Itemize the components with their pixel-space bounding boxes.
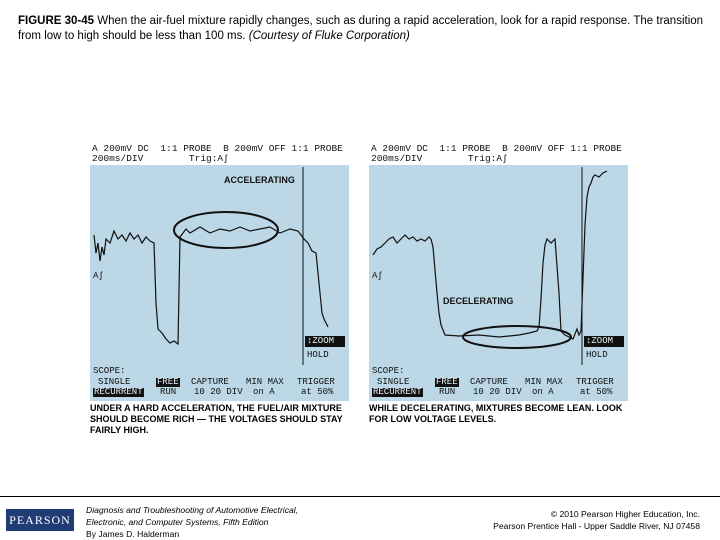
scope-screen-decelerating (369, 143, 628, 401)
run-softkey[interactable]: RUN (439, 387, 456, 397)
book-title-line2: Electronic, and Computer Systems, Fifth Edition (86, 517, 269, 527)
annotation-label: ACCELERATING (224, 175, 295, 185)
book-citation (86, 504, 298, 540)
scope-screen-accelerating (90, 143, 349, 401)
free-softkey[interactable]: FREE (436, 377, 458, 387)
scope-softkey-bar (369, 365, 628, 401)
footer-divider (0, 496, 720, 497)
min-max-softkey[interactable]: MIN MAX (246, 377, 284, 387)
scope-softkey-bar (90, 365, 349, 401)
scope-mode-label: SCOPE: (93, 366, 126, 376)
single-softkey[interactable]: SINGLE (377, 377, 410, 387)
accelerating-description: UNDER A HARD ACCELERATION, THE FUEL/AIR MIXTURE SHOULD BECOME RICH — THE VOLTAGES SHOULD STAY FAIRLY HIGH. (90, 403, 343, 435)
scope-mode-label: SCOPE: (372, 366, 405, 376)
recurrent-softkey[interactable]: RECURRENT (373, 387, 422, 397)
book-author: By James D. Halderman (86, 529, 180, 539)
zoom-button[interactable]: ↕ZOOM (584, 336, 624, 347)
hold-button[interactable]: HOLD (584, 350, 624, 361)
scope-header-line2: 200ms/DIV Trig:Aʃ (92, 153, 229, 164)
zoom-button[interactable]: ↕ZOOM (305, 336, 345, 347)
trigger-value: at 50% (580, 387, 613, 397)
capture-softkey[interactable]: CAPTURE (191, 377, 229, 387)
scope-header-line2: 200ms/DIV Trig:Aʃ (371, 153, 508, 164)
waveform-trace (369, 143, 628, 401)
trigger-value: at 50% (301, 387, 334, 397)
free-softkey[interactable]: FREE (157, 377, 179, 387)
copyright-notice (493, 508, 700, 532)
min-max-softkey[interactable]: MIN MAX (525, 377, 563, 387)
figure-caption (18, 14, 708, 44)
recurrent-softkey[interactable]: RECURRENT (94, 387, 143, 397)
run-softkey[interactable]: RUN (160, 387, 177, 397)
waveform-trace (90, 143, 349, 401)
scope-header-line1: A 200mV DC 1:1 PROBE B 200mV OFF 1:1 PROBE (92, 143, 343, 154)
copyright-line1: © 2010 Pearson Higher Education, Inc. (550, 509, 700, 519)
trigger-softkey[interactable]: TRIGGER (576, 377, 614, 387)
trigger-softkey[interactable]: TRIGGER (297, 377, 335, 387)
caption-credit: (Courtesy of Fluke Corporation) (248, 30, 410, 42)
caption-text: When the air-fuel mixture rapidly changes, such as during a rapid acceleration, look for a rapid response. The transition from low to high should be less than 100 ms. (18, 15, 704, 42)
figure-number: FIGURE 30-45 (18, 15, 95, 27)
single-softkey[interactable]: SINGLE (98, 377, 131, 387)
annotation-label: DECELERATING (443, 296, 514, 306)
channel-a-marker: Aʃ (93, 271, 104, 281)
hold-button[interactable]: HOLD (305, 350, 345, 361)
decelerating-description: WHILE DECELERATING, MIXTURES BECOME LEAN. LOOK FOR LOW VOLTAGE LEVELS. (369, 403, 623, 424)
min-max-value: on A (532, 387, 554, 397)
capture-values: 10 20 DIV (194, 387, 243, 397)
book-title-line1: Diagnosis and Troubleshooting of Automotive Electrical, (86, 505, 299, 515)
capture-values: 10 20 DIV (473, 387, 522, 397)
pearson-logo: PEARSON (6, 509, 74, 531)
channel-a-marker: Aʃ (372, 271, 383, 281)
min-max-value: on A (253, 387, 275, 397)
copyright-line2: Pearson Prentice Hall - Upper Saddle River, NJ 07458 (493, 521, 700, 531)
capture-softkey[interactable]: CAPTURE (470, 377, 508, 387)
scope-header-line1: A 200mV DC 1:1 PROBE B 200mV OFF 1:1 PROBE (371, 143, 622, 154)
